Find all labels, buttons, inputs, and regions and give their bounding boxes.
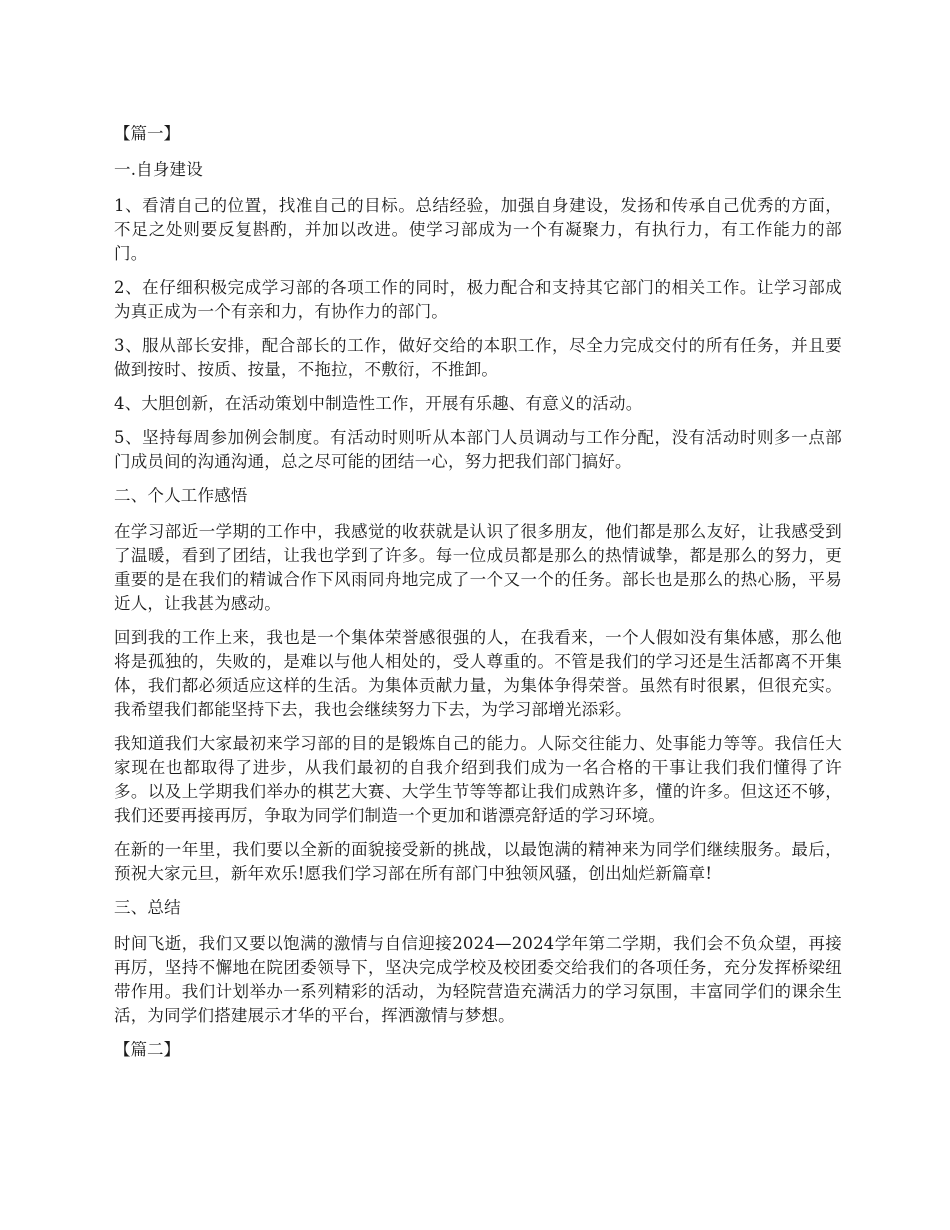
section-mark-part2: 【篇二】: [114, 1040, 180, 1059]
heading-self-building: 一.自身建设: [114, 160, 203, 179]
paragraph-10: 时间飞逝，我们又要以饱满的激情与自信迎接2024—2024学年第二学期，我们会不负众望，再接再厉，坚持不懈地在院团委领导下，坚决完成学校及校团委交给我们的各项任务，充分发挥桥梁纽带作用。我们计划举办一系列精彩的活动，为轻院营造充满活力的学习氛围，丰富同学们的课余生活，为同学们搭建展示才华的平台，挥洒激情与梦想。: [114, 934, 842, 1025]
heading-work-reflection: 二、个人工作感悟: [114, 486, 248, 505]
paragraph-6: 在学习部近一学期的工作中，我感觉的收获就是认识了很多朋友，他们都是那么友好，让我感受到了温暖，看到了团结，让我也学到了许多。每一位成员都是那么的热情诚挚，都是那么的努力，更重要的是在我们的精诚合作下风雨同舟地完成了一个又一个的任务。部长也是那么的热心肠，平易近人，让我甚为感动。: [114, 522, 842, 613]
paragraph-3: 3、服从部长安排，配合部长的工作，做好交给的本职工作，尽全力完成交付的所有任务，并且要做到按时、按质、按量，不拖拉，不敷衍，不推卸。: [114, 336, 842, 379]
section-mark-part1: 【篇一】: [114, 124, 180, 143]
paragraph-8: 我知道我们大家最初来学习部的目的是锻炼自己的能力。人际交往能力、处事能力等等。我信任大家现在也都取得了进步，从我们最初的自我介绍到我们成为一名合格的干事让我们我们懂得了许多。以及上学期我们举办的棋艺大赛、大学生节等等都让我们成熟许多，懂的许多。但这还不够，我们还要再接再厉，争取为同学们制造一个更加和谐漂亮舒适的学习环境。: [114, 734, 842, 825]
paragraph-1: 1、看清自己的位置，找准自己的目标。总结经验，加强自身建设，发扬和传承自己优秀的方面，不足之处则要反复斟酌，并加以改进。使学习部成为一个有凝聚力，有执行力，有工作能力的部门。: [114, 196, 842, 263]
heading-summary: 三、总结: [114, 898, 181, 917]
document-body: [114, 122, 842, 1074]
paragraph-2: 2、在仔细积极完成学习部的各项工作的同时，极力配合和支持其它部门的相关工作。让学习部成为真正成为一个有亲和力，有协作力的部门。: [114, 278, 842, 321]
paragraph-4: 4、大胆创新，在活动策划中制造性工作，开展有乐趣、有意义的活动。: [114, 394, 643, 413]
paragraph-9: 在新的一年里，我们要以全新的面貌接受新的挑战，以最饱满的精神来为同学们继续服务。最后，预祝大家元旦，新年欢乐!愿我们学习部在所有部门中独领风骚，创出灿烂新篇章!: [114, 840, 842, 883]
paragraph-7: 回到我的工作上来，我也是一个集体荣誉感很强的人，在我看来，一个人假如没有集体感，那么他将是孤独的，失败的，是难以与他人相处的，受人尊重的。不管是我们的学习还是生活都离不开集体，我们都必须适应这样的生活。为集体贡献力量，为集体争得荣誉。虽然有时很累，但很充实。我希望我们都能坚持下去，我也会继续努力下去，为学习部增光添彩。: [114, 628, 842, 719]
paragraph-5: 5、坚持每周参加例会制度。有活动时则听从本部门人员调动与工作分配，没有活动时则多一点部门成员间的沟通沟通，总之尽可能的团结一心，努力把我们部门搞好。: [114, 428, 842, 471]
